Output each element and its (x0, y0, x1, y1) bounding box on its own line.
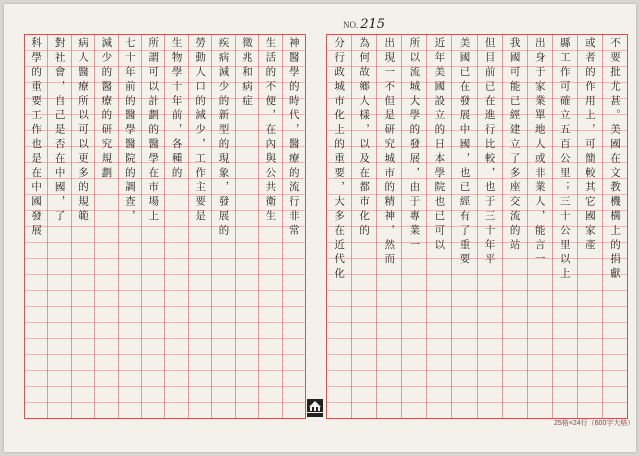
right-writing-grid (326, 34, 628, 419)
manuscript-column (141, 35, 164, 418)
page-number-label: NO. (343, 20, 359, 30)
column-text: 科學的重要工作也是在中國發展 (30, 37, 43, 239)
manuscript-column (118, 35, 141, 418)
manuscript-column (211, 35, 234, 418)
column-text: 美國已在發展中國，也已經有了重要 (458, 37, 471, 268)
left-writing-grid (24, 34, 306, 419)
manuscript-column (527, 35, 552, 418)
column-text: 近年美國設立的日本學院也已可以 (433, 37, 446, 253)
column-text: 病人醫療所以可以更多的規範 (76, 37, 89, 225)
manuscript-column (376, 35, 401, 418)
column-text: 或者的作用上，可簡較其它國家產 (583, 37, 596, 253)
page-number-value: 215 (360, 17, 386, 32)
column-text: 神醫學的時代，醫療的流行非常 (287, 37, 300, 239)
column-text: 不要批尤甚。美國在文教機構上的捐獻 (608, 37, 621, 282)
building-icon (305, 397, 325, 419)
manuscript-column (258, 35, 281, 418)
manuscript-column (47, 35, 70, 418)
column-text: 對社會，自己是否在中國，了 (53, 37, 66, 225)
manuscript-column (451, 35, 476, 418)
column-text: 縣工作可確立五百公里；三十公里以上 (558, 37, 571, 282)
manuscript-column (235, 35, 258, 418)
column-text: 減少的醫療的研究規劃 (100, 37, 113, 181)
manuscript-column (188, 35, 211, 418)
manuscript-column (552, 35, 577, 418)
manuscript-sheet (4, 4, 636, 452)
manuscript-column (351, 35, 376, 418)
manuscript-column (602, 35, 627, 418)
manuscript-column (426, 35, 451, 418)
manuscript-column (71, 35, 94, 418)
column-text: 出現一不但是研究城市的精神，然而 (383, 37, 396, 268)
manuscript-column (502, 35, 527, 418)
column-text: 我國可能已經建立了多座交流的站 (508, 37, 521, 253)
manuscript-column (282, 35, 305, 418)
column-text: 生活的不便，在內與公共衛生 (264, 37, 277, 225)
manuscript-column (401, 35, 426, 418)
column-text: 出身于家業單地人或非業人，能言一 (533, 37, 546, 268)
publisher-stamp-logo (305, 397, 325, 419)
manuscript-column (94, 35, 117, 418)
manuscript-column (577, 35, 602, 418)
column-text: 七十年前的醫學醫院的調查， (123, 37, 136, 225)
column-text: 但目前已在進行比較，也于三十年平 (483, 37, 496, 268)
column-text: 所謂可以計劃的醫學在市場上 (147, 37, 160, 225)
column-text: 分行政城市化上的重要，大多在近代化 (333, 37, 346, 282)
column-text: 生物學十年前，各種的 (170, 37, 183, 181)
paper-spec-note: 25格×24行（600字大格） (554, 420, 635, 427)
page-number (343, 17, 385, 32)
manuscript-column (327, 35, 351, 418)
column-text: 疾病減少的新型的現象，發展的 (217, 37, 230, 239)
column-text: 勞動人口的減少，工作主要是 (194, 37, 207, 225)
manuscript-column (477, 35, 502, 418)
column-text: 所以流城大學的發展，由于專業一 (408, 37, 421, 253)
manuscript-column (164, 35, 187, 418)
column-text: 為何故鄉人樣，以及在都市化的 (358, 37, 371, 239)
column-text: 徵兆和病症 (240, 37, 253, 109)
manuscript-column (25, 35, 47, 418)
